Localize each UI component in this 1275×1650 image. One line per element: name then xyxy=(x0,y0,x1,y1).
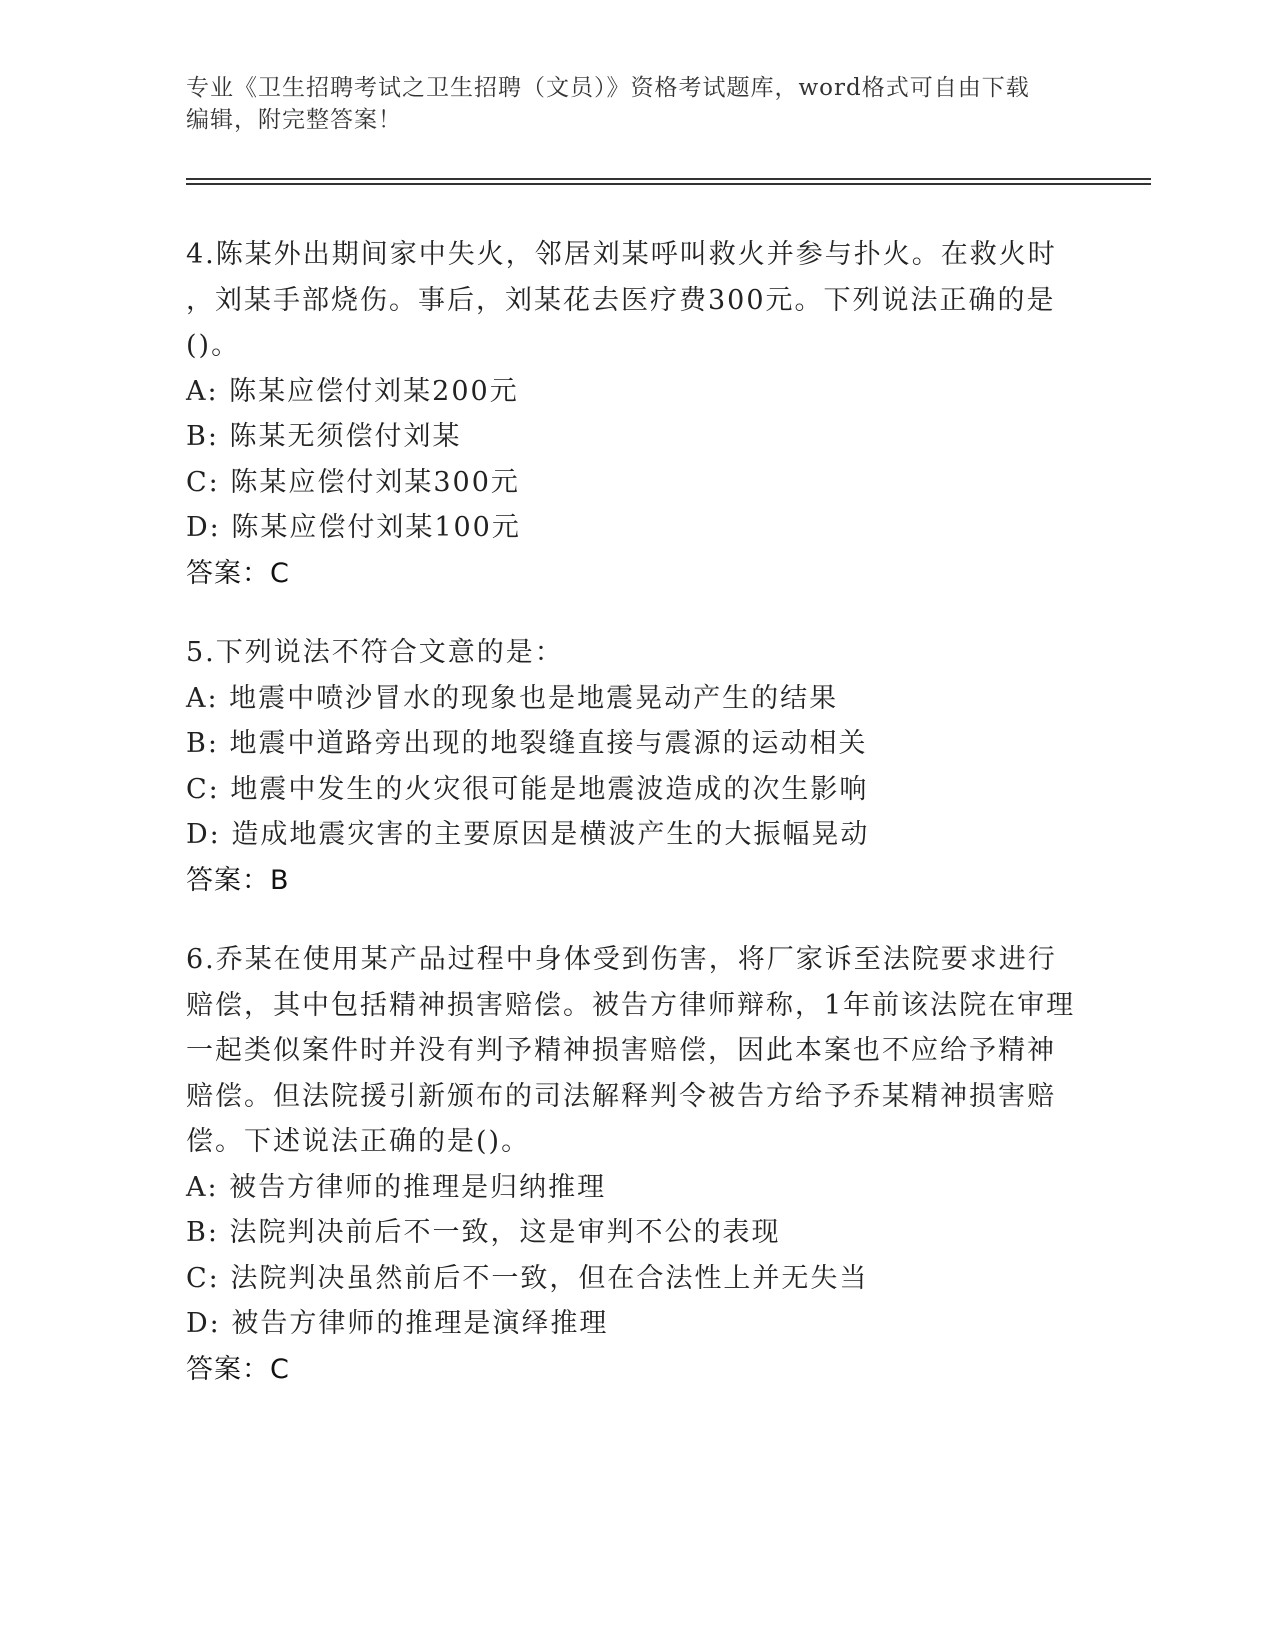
question-text-line: ()。 xyxy=(186,330,241,361)
option-c: C: 地震中发生的火灾很可能是地震波造成的次生影响 xyxy=(186,773,869,805)
header-line-2: 编辑，附完整答案！ xyxy=(186,107,402,133)
option-c: C: 法院判决虽然前后不一致，但在合法性上并无失当 xyxy=(186,1262,869,1294)
option-b: B: 地震中道路旁出现的地裂缝直接与震源的运动相关 xyxy=(186,728,868,759)
option-b: B: 陈某无须偿付刘某 xyxy=(186,421,462,452)
header-divider-top xyxy=(186,178,1151,180)
question-text-line: 赔偿。但法院援引新颁布的司法解释判令被告方给予乔某精神损害赔 xyxy=(186,1080,1056,1112)
option-a: A: 地震中喷沙冒水的现象也是地震晃动产生的结果 xyxy=(186,682,839,714)
answer-line: 答案：B xyxy=(186,864,290,896)
option-a: A: 被告方律师的推理是归纳推理 xyxy=(186,1171,607,1203)
question-text-line: 一起类似案件时并没有判予精神损害赔偿，因此本案也不应给予精神 xyxy=(186,1035,1056,1066)
option-b: B: 法院判决前后不一致，这是审判不公的表现 xyxy=(186,1217,781,1248)
question-text-line: 4.陈某外出期间家中失火，邻居刘某呼叫救火并参与扑火。在救火时 xyxy=(186,239,1057,270)
question-6 xyxy=(186,937,1086,1392)
question-5 xyxy=(186,630,1086,903)
header-line-1: 专业《卫生招聘考试之卫生招聘（文员）》资格考试题库，word格式可自由下载 xyxy=(186,75,1030,101)
document-header xyxy=(186,72,1086,136)
question-text-line: ，刘某手部烧伤。事后，刘某花去医疗费300元。下列说法正确的是 xyxy=(186,284,1056,316)
option-d: D: 陈某应偿付刘某100元 xyxy=(186,512,521,543)
question-text-line: 偿。下述说法正确的是()。 xyxy=(186,1126,531,1157)
question-text-line: 赔偿，其中包括精神损害赔偿。被告方律师辩称，1年前该法院在审理 xyxy=(186,989,1076,1021)
option-d: D: 造成地震灾害的主要原因是横波产生的大振幅晃动 xyxy=(186,819,870,850)
answer-line: 答案：C xyxy=(186,1353,290,1385)
option-c: C: 陈某应偿付刘某300元 xyxy=(186,466,520,498)
question-text-line: 5.下列说法不符合文意的是： xyxy=(186,637,564,668)
option-a: A: 陈某应偿付刘某200元 xyxy=(186,375,519,407)
header-divider-bottom xyxy=(186,183,1151,185)
question-text-line: 6.乔某在使用某产品过程中身体受到伤害，将厂家诉至法院要求进行 xyxy=(186,944,1057,975)
option-d: D: 被告方律师的推理是演绎推理 xyxy=(186,1308,609,1339)
question-4 xyxy=(186,232,1086,596)
answer-line: 答案：C xyxy=(186,557,290,589)
question-list xyxy=(186,232,1086,1426)
